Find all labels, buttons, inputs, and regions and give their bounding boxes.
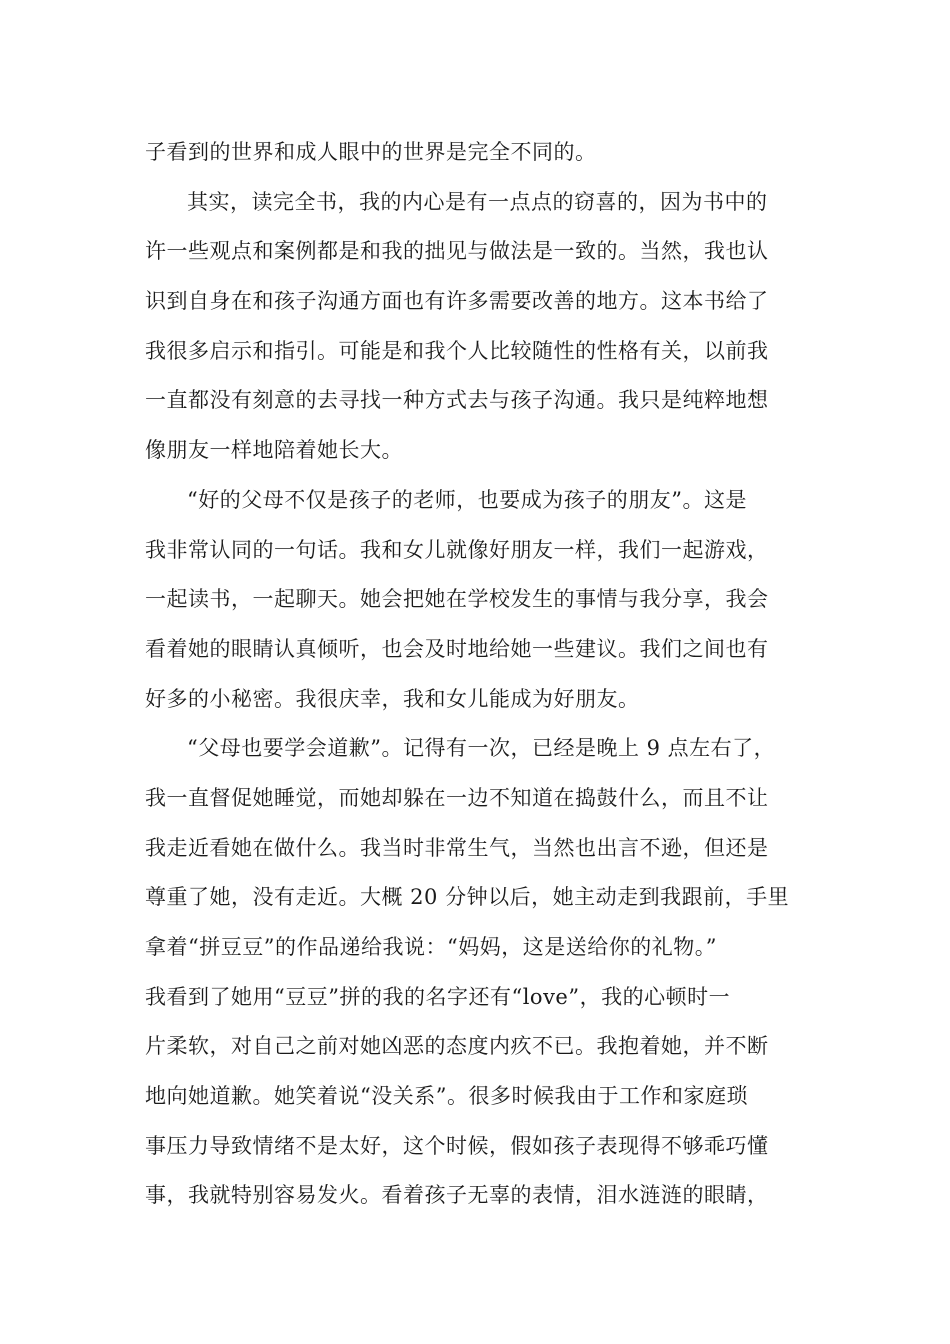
text-line: 尊重了她，没有走近。大概 20 分钟以后，她主动走到我跟前，手里: [145, 885, 790, 910]
text-line: “好的父母不仅是孩子的老师，也要成为孩子的朋友”。这是: [187, 487, 747, 512]
text-line: 我看到了她用“豆豆”拼的我的名字还有“love”，我的心顿时一: [145, 984, 731, 1009]
text-line: 我很多启示和指引。可能是和我个人比较随性的性格有关，以前我: [145, 338, 769, 363]
text-line: 拿着“拼豆豆”的作品递给我说：“妈妈，这是送给你的礼物。”: [145, 935, 717, 959]
text-line: 看着她的眼睛认真倾听，也会及时地给她一些建议。我们之间也有: [145, 636, 769, 661]
text-line: 地向她道歉。她笑着说“没关系”。很多时候我由于工作和家庭琐: [145, 1084, 748, 1109]
text-line: 子看到的世界和成人眼中的世界是完全不同的。: [145, 140, 597, 164]
text-line: 一起读书，一起聊天。她会把她在学校发生的事情与我分享，我会: [145, 587, 769, 612]
text-line: 我一直督促她睡觉，而她却躲在一边不知道在捣鼓什么，而且不让: [145, 785, 769, 810]
text-line: 片柔软，对自己之前对她凶恶的态度内疚不已。我抱着她，并不断: [145, 1034, 769, 1059]
text-line: 识到自身在和孩子沟通方面也有许多需要改善的地方。这本书给了: [145, 289, 769, 314]
text-line: 我走近看她在做什么。我当时非常生气，当然也出言不逊，但还是: [145, 835, 769, 860]
text-line: 事压力导致情绪不是太好，这个时候，假如孩子表现得不够乖巧懂: [145, 1133, 769, 1158]
document-body: [145, 128, 807, 1221]
text-line: 一直都没有刻意的去寻找一种方式去与孩子沟通。我只是纯粹地想: [145, 388, 769, 413]
text-line: “父母也要学会道歉”。记得有一次，已经是晚上 9 点左右了，: [187, 736, 776, 761]
text-line: 我非常认同的一句话。我和女儿就像好朋友一样，我们一起游戏，: [145, 537, 769, 562]
text-line: 好多的小秘密。我很庆幸，我和女儿能成为好朋友。: [145, 686, 640, 711]
text-line: 许一些观点和案例都是和我的拙见与做法是一致的。当然，我也认: [145, 239, 769, 264]
text-line: 其实，读完全书，我的内心是有一点点的窃喜的，因为书中的: [187, 189, 768, 214]
text-line: 事，我就特别容易发火。看着孩子无辜的表情，泪水涟涟的眼睛，: [145, 1183, 769, 1208]
text-line: 像朋友一样地陪着她长大。: [145, 438, 403, 463]
